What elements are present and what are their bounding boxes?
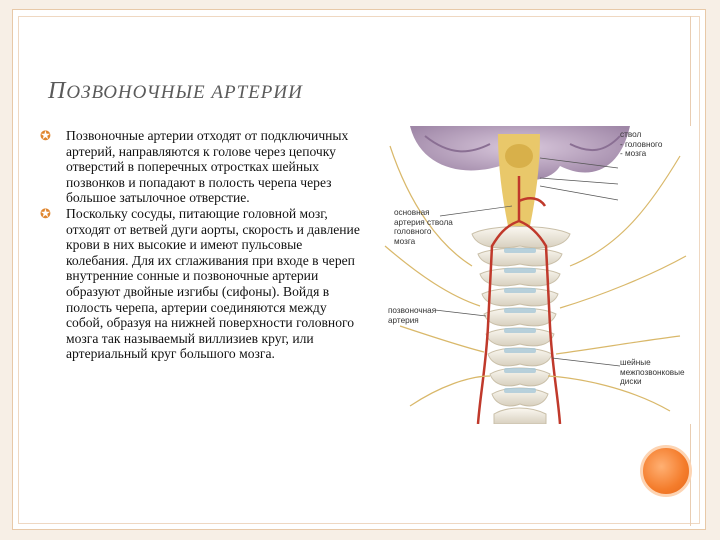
basilar-artery-label: основная артерия ствола головного мозга (394, 208, 453, 246)
cervical-discs-label: шейные межпозвонковые диски (620, 358, 685, 386)
vertebral-column (472, 227, 570, 425)
bullet-list (40, 128, 362, 362)
anatomy-figure (380, 126, 692, 424)
bullet-item (40, 128, 362, 206)
bullet-text: Позвоночные артерии отходят от подключичных артерий, направляются к голове через цепочку отверстий в поперечных отростках шейных позвонков и попадают в полость черепа через большое затылочное отверстие. (66, 128, 349, 206)
bullet-icon: ✪ (40, 128, 51, 143)
title-initial: П (48, 78, 67, 104)
bullet-icon: ✪ (40, 205, 51, 221)
decorative-circle (640, 445, 692, 497)
slide-title (48, 78, 303, 105)
bullet-text: Поскольку сосуды, питающие головной мозг, отходят от ветвей дуги аорты, скорость и давление крови в них высокие и имеют пульсовые колебания. Для их сглаживания при входе в череп внутренние сонные и позвоночные артерии образуют двойные изгибы (сифоны). Войдя в полость черепа, артерии соединяются между собой, образуя на нижней поверхности головного мозга так называемый виллизиев круг, или артериальный круг большого мозга. (66, 205, 360, 362)
vertebral-artery-label: позвоночная артерия (388, 306, 437, 325)
bullet-item (40, 206, 362, 362)
brainstem-label: ствол - головного - мозга (620, 130, 663, 158)
title-text: ОЗВОНОЧНЫЕ АРТЕРИИ (66, 82, 303, 103)
